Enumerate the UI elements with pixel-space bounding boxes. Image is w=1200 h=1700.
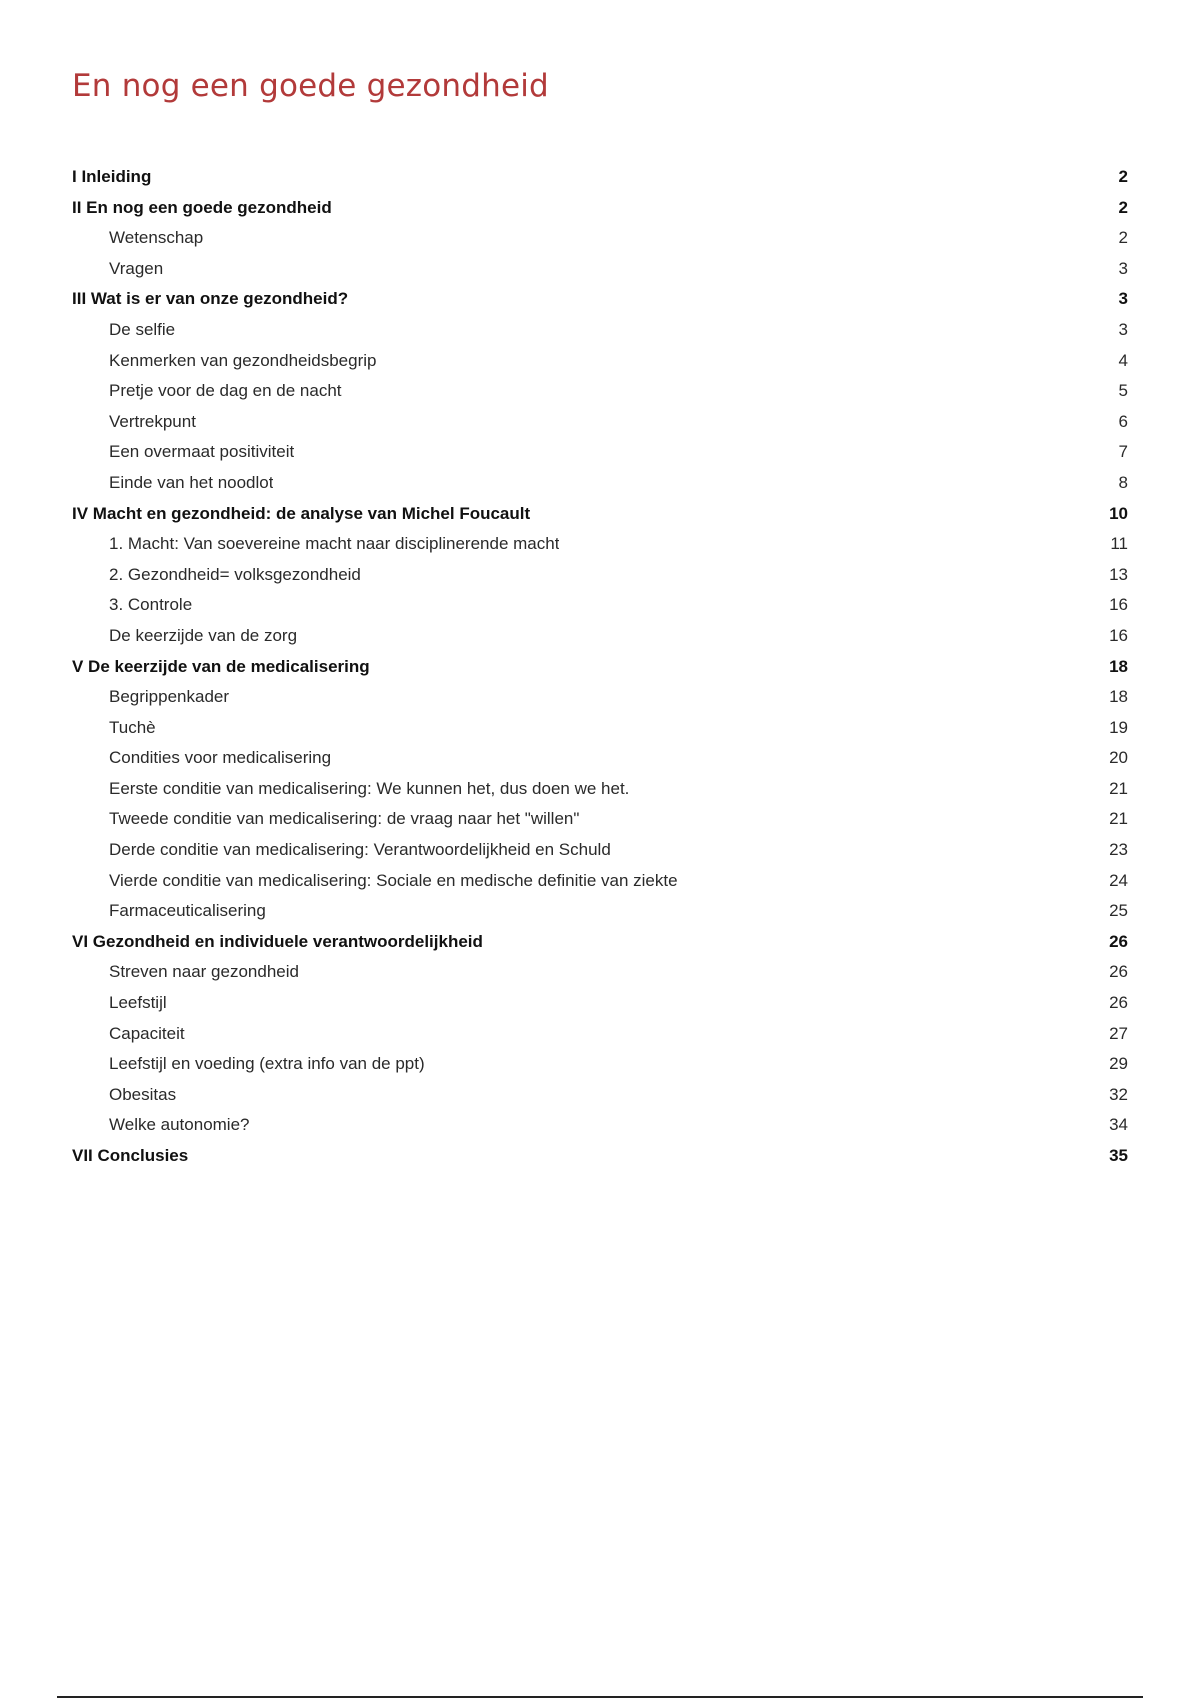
toc-page-number: 20 <box>1109 748 1128 768</box>
toc-entry-label: Vragen <box>109 258 164 278</box>
toc-section-entry[interactable] <box>72 957 1128 988</box>
toc-section-entry[interactable] <box>72 1019 1128 1050</box>
toc-section-entry[interactable] <box>72 835 1128 866</box>
toc-chapter-entry[interactable] <box>72 193 1128 224</box>
toc-entry-label: Farmaceuticalisering <box>109 901 266 921</box>
toc-page-number: 34 <box>1109 1115 1128 1135</box>
toc-entry-label: I Inleiding <box>72 167 152 186</box>
toc-entry-label: IV Macht en gezondheid: de analyse van Michel Foucault <box>72 503 531 523</box>
toc-section-entry[interactable] <box>72 407 1128 438</box>
toc-entry-label: 3. Controle <box>109 595 193 615</box>
toc-entry-label: Derde conditie van medicalisering: Verantwoordelijkheid en Schuld <box>109 840 611 860</box>
toc-page-number: 2 <box>1118 228 1128 248</box>
toc-section-entry[interactable] <box>72 437 1128 468</box>
toc-section-entry[interactable] <box>72 743 1128 774</box>
toc-section-entry[interactable] <box>72 713 1128 744</box>
toc-chapter-entry[interactable] <box>72 927 1128 958</box>
toc-page-number: 11 <box>1110 534 1128 554</box>
toc-entry-label: Condities voor medicalisering <box>109 748 332 768</box>
toc-entry-label: Tweede conditie van medicalisering: de vraag naar het "willen" <box>109 809 580 829</box>
toc-section-entry[interactable] <box>72 223 1128 254</box>
toc-page-number: 2 <box>1118 167 1128 186</box>
toc-entry-label: Tuchè <box>109 717 156 737</box>
toc-entry-label: Leefstijl <box>109 993 167 1013</box>
toc-section-entry[interactable] <box>72 896 1128 927</box>
toc-entry-label: Capaciteit <box>109 1023 185 1043</box>
toc-section-entry[interactable] <box>72 590 1128 621</box>
toc-page-number: 35 <box>1109 1146 1128 1165</box>
toc-section-entry[interactable] <box>72 682 1128 713</box>
toc-page-number: 13 <box>1109 564 1128 584</box>
toc-chapter-entry[interactable] <box>72 1141 1128 1172</box>
toc-page-number: 23 <box>1109 840 1128 860</box>
toc-entry-label: De keerzijde van de zorg <box>109 625 298 645</box>
toc-page-number: 26 <box>1109 931 1128 951</box>
toc-entry-label: Wetenschap <box>109 228 204 248</box>
toc-section-entry[interactable] <box>72 560 1128 591</box>
toc-entry-label: Welke autonomie? <box>109 1115 250 1135</box>
toc-entry-label: Een overmaat positiviteit <box>109 442 295 462</box>
toc-section-entry[interactable] <box>72 774 1128 805</box>
toc-page-number: 16 <box>1109 625 1128 645</box>
toc-page-number: 27 <box>1109 1023 1128 1043</box>
toc-section-entry[interactable] <box>72 866 1128 897</box>
toc-page-number: 26 <box>1109 962 1128 982</box>
toc-entry-label: VI Gezondheid en individuele verantwoordelijkheid <box>72 931 483 951</box>
toc-entry-label: V De keerzijde van de medicalisering <box>72 656 370 676</box>
toc-entry-label: Vierde conditie van medicalisering: Sociale en medische definitie van ziekte <box>109 870 678 890</box>
toc-entry-label: Einde van het noodlot <box>109 472 274 492</box>
toc-page-number: 18 <box>1109 656 1128 676</box>
toc-page-number: 5 <box>1118 381 1128 401</box>
toc-page-number: 18 <box>1109 687 1128 707</box>
toc-page-number: 6 <box>1118 411 1128 431</box>
toc-entry-label: Pretje voor de dag en de nacht <box>109 381 342 401</box>
toc-chapter-entry[interactable] <box>72 284 1128 315</box>
toc-section-entry[interactable] <box>72 346 1128 377</box>
toc-section-entry[interactable] <box>72 1110 1128 1141</box>
toc-entry-label: Vertrekpunt <box>109 411 196 431</box>
toc-entry-label: Begrippenkader <box>109 687 230 707</box>
toc-entry-label: Leefstijl en voeding (extra info van de ppt) <box>109 1054 425 1074</box>
toc-section-entry[interactable] <box>72 254 1128 285</box>
toc-section-entry[interactable] <box>72 1049 1128 1080</box>
toc-page-number: 7 <box>1118 442 1128 462</box>
toc-section-entry[interactable] <box>72 315 1128 346</box>
footer-divider <box>57 1696 1143 1698</box>
toc-entry-label: VII Conclusies <box>72 1146 189 1165</box>
toc-entry-label: 1. Macht: Van soevereine macht naar disciplinerende macht <box>109 534 560 554</box>
toc-page-number: 3 <box>1118 319 1128 339</box>
toc-section-entry[interactable] <box>72 988 1128 1019</box>
toc-page-number: 26 <box>1109 993 1128 1013</box>
toc-page-number: 16 <box>1109 595 1128 615</box>
toc-chapter-entry[interactable] <box>72 652 1128 683</box>
toc-section-entry[interactable] <box>72 468 1128 499</box>
toc-entry-label: III Wat is er van onze gezondheid? <box>72 289 349 309</box>
toc-section-entry[interactable] <box>72 376 1128 407</box>
toc-section-entry[interactable] <box>72 529 1128 560</box>
toc-entry-label: De selfie <box>109 319 176 339</box>
toc-page-number: 21 <box>1109 778 1128 798</box>
toc-page-number: 2 <box>1118 197 1128 217</box>
toc-entry-label: 2. Gezondheid= volksgezondheid <box>109 564 361 584</box>
toc-page-number: 8 <box>1118 472 1128 492</box>
toc-page-number: 29 <box>1109 1054 1128 1074</box>
toc-section-entry[interactable] <box>72 1080 1128 1111</box>
toc-entry-label: II En nog een goede gezondheid <box>72 197 332 217</box>
toc-page-number: 3 <box>1118 258 1128 278</box>
toc-entry-label: Kenmerken van gezondheidsbegrip <box>109 350 377 370</box>
document-title: En nog een goede gezondheid <box>72 68 549 104</box>
toc-page-number: 32 <box>1109 1084 1128 1104</box>
toc-chapter-entry[interactable] <box>72 499 1128 530</box>
toc-page-number: 4 <box>1118 350 1128 370</box>
toc-page-number: 3 <box>1118 289 1128 309</box>
toc-page-number: 21 <box>1109 809 1128 829</box>
toc-section-entry[interactable] <box>72 621 1128 652</box>
toc-chapter-entry[interactable] <box>72 162 1128 193</box>
toc-page-number: 25 <box>1109 901 1128 921</box>
toc-section-entry[interactable] <box>72 804 1128 835</box>
toc-page-number: 19 <box>1109 717 1128 737</box>
toc-entry-label: Eerste conditie van medicalisering: We kunnen het, dus doen we het. <box>109 778 630 798</box>
toc-page-number: 24 <box>1109 870 1128 890</box>
toc-entry-label: Streven naar gezondheid <box>109 962 299 982</box>
toc-entry-label: Obesitas <box>109 1084 177 1104</box>
table-of-contents <box>72 162 1128 1172</box>
toc-page-number: 10 <box>1109 503 1128 523</box>
